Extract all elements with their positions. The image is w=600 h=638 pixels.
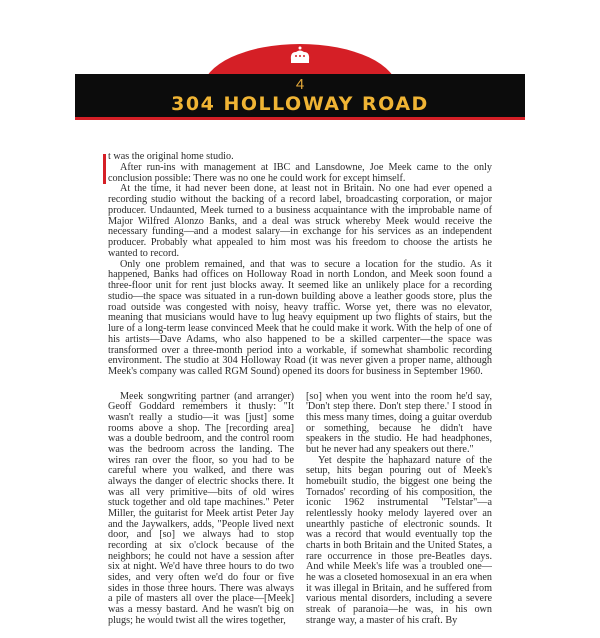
paragraph: [so] when you went into the room he'd say, 'Don't step there. Don't step there.' I stood in this mess many times, doing a guitar overdub or something, because he didn't have speakers in the studio. He had headphones, but he never had any speakers out there." bbox=[306, 390, 492, 456]
paragraph: After run-ins with management at IBC and Lansdowne, Joe Meek came to the only conclusion possible: There was no one he could work for except himself. bbox=[108, 161, 492, 184]
two-column-text bbox=[108, 392, 492, 626]
paragraph: Yet despite the haphazard nature of the setup, hits began pouring out of Meek's homebuilt studio, the biggest one being the Tornados' recording of his composition, the iconic 1962 instrumental "Telstar"—a relentlessly hooky melody layered over an unearthly pastiche of electronic sounds. It was a record that would eventually top the charts in both Britain and the United States, a rare occurrence in those pre-Beatles days. And while Meek's life was a troubled one—he was a closeted homosexual in an era when it was illegal in Britain, and he suffered from various mental disorders, including a severe streak of paranoia—he was, in his own strange way, a master of his craft. By bbox=[306, 454, 492, 626]
page-content bbox=[108, 0, 492, 638]
paragraph: t was the original home studio. bbox=[108, 151, 234, 162]
paragraph: Only one problem remained, and that was to secure a location for the studio. As it happened, Banks had offices on Holloway Road in north London, and Meek soon found a three-floor unit for rent just blocks away. It seemed like an unlikely place for a recording studio—the space was situated in a run-down building above a leather goods store, plus the road outside was congested with noisy, heavy traffic. Worse yet, there was no elevator, meaning that musicians would have to lug heavy equipment up two flights of stairs, but the lure of a long-term lease convinced Meek that he could make it work. With the help of one of his artists—Dave Adams, who also happened to be a skilled carpenter—the space was transformed over a three-month period into a workable, if somewhat shambolic recording environment. The studio at 304 Holloway Road (it was never given a proper name, although Meek's company was called RGM Sound) opened its doors for business in September 1960. bbox=[108, 258, 492, 377]
chapter-title: 304 HOLLOWAY ROAD bbox=[171, 93, 429, 115]
drop-cap-i bbox=[103, 154, 106, 184]
chapter-number: 4 bbox=[295, 76, 305, 93]
left-column bbox=[108, 392, 294, 626]
right-column bbox=[306, 392, 492, 626]
paragraph: At the time, it had never been done, at least not in Britain. No one had ever opened a recording studio without the backing of a record label, broadcasting corporation, or major producer. Undaunted, Meek turned to a business acquaintance with the improbable name of Major Wilfred Alonzo Banks, and a deal was struck whereby Meek would receive the necessary funding—and a modest salary—in exchange for his services as an independent producer. Probably what appealed to him most was his freedom to choose the artists he wanted to record. bbox=[108, 183, 492, 259]
paragraph: Meek songwriting partner (and arranger) Geoff Goddard remembers it thusly: "It wasn't really a studio—it was [just] some rooms above a shop. The [recording area] was a double bedroom, and the control room was the bedroom across the landing. The wires ran over the floor, so you had to be careful where you walked, and there was always the danger of electric shocks there. It was all very primitive—bits of old wires stuck together and old tape machines." Peter Miller, the guitarist for Meek artist Peter Jay and the Jaywalkers, adds, "People lived next door, and [so] we always had to stop recording at six o'clock because of the neighbors; he could not have a session after six at night. We'd have three hours to do two sides, and very often we'd do four or five sides in those three hours. There was always a pile of masters all over the place—[Meek] was a messy bastard. And he wasn't big on plugs; he would twist all the wires together, bbox=[108, 390, 294, 626]
intro-text bbox=[108, 152, 492, 378]
